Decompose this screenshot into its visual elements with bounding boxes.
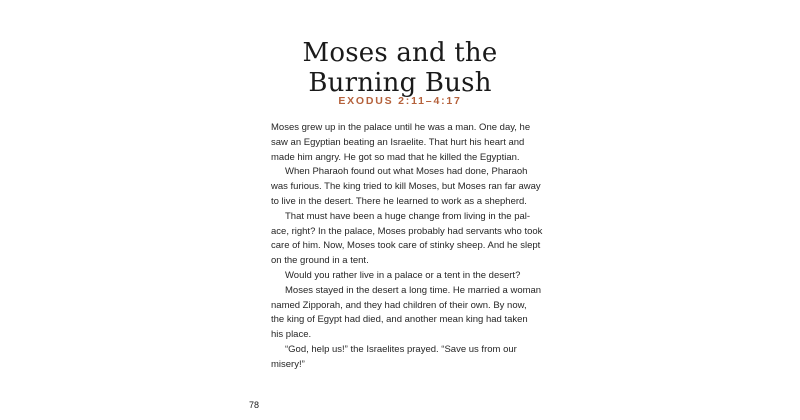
body-line: named Zipporah, and they had children of their own. By now, xyxy=(271,299,527,311)
body-line: That must have been a huge change from living in the pal- xyxy=(285,210,531,222)
scripture-reference: EXODUS 2:11–4:17 xyxy=(338,95,462,107)
chapter-title xyxy=(220,38,580,98)
body-line: Would you rather live in a palace or a tent in the desert? xyxy=(285,269,521,281)
body-line: Moses stayed in the desert a long time. He married a woman xyxy=(285,284,542,296)
page-number: 78 xyxy=(249,400,260,410)
body-line: When Pharaoh found out what Moses had done, Pharaoh xyxy=(285,166,528,178)
story-body xyxy=(271,121,556,373)
body-line: “God, help us!” the Israelites prayed. “Save us from our xyxy=(285,343,517,355)
body-line: the king of Egypt had died, and another mean king had taken xyxy=(271,314,528,326)
body-line: made him angry. He got so mad that he killed the Egyptian. xyxy=(271,151,520,163)
body-line: his place. xyxy=(271,329,312,341)
chapter-title-line-1: Moses and the xyxy=(302,38,498,68)
body-line: care of him. Now, Moses took care of stinky sheep. And he slept xyxy=(271,240,541,252)
body-line: ace, right? In the palace, Moses probably had servants who took xyxy=(271,225,543,237)
body-line: to live in the desert. There he learned to work as a shepherd. xyxy=(271,195,527,207)
body-line: was furious. The king tried to kill Moses, but Moses ran far away xyxy=(271,181,541,193)
body-line: Moses grew up in the palace until he was a man. One day, he xyxy=(271,122,531,133)
body-line: on the ground in a tent. xyxy=(271,255,369,267)
body-line: saw an Egyptian beating an Israelite. That hurt his heart and xyxy=(271,136,525,148)
chapter-title-line-2: Burning Bush xyxy=(308,68,492,98)
body-line: misery!” xyxy=(271,358,305,370)
